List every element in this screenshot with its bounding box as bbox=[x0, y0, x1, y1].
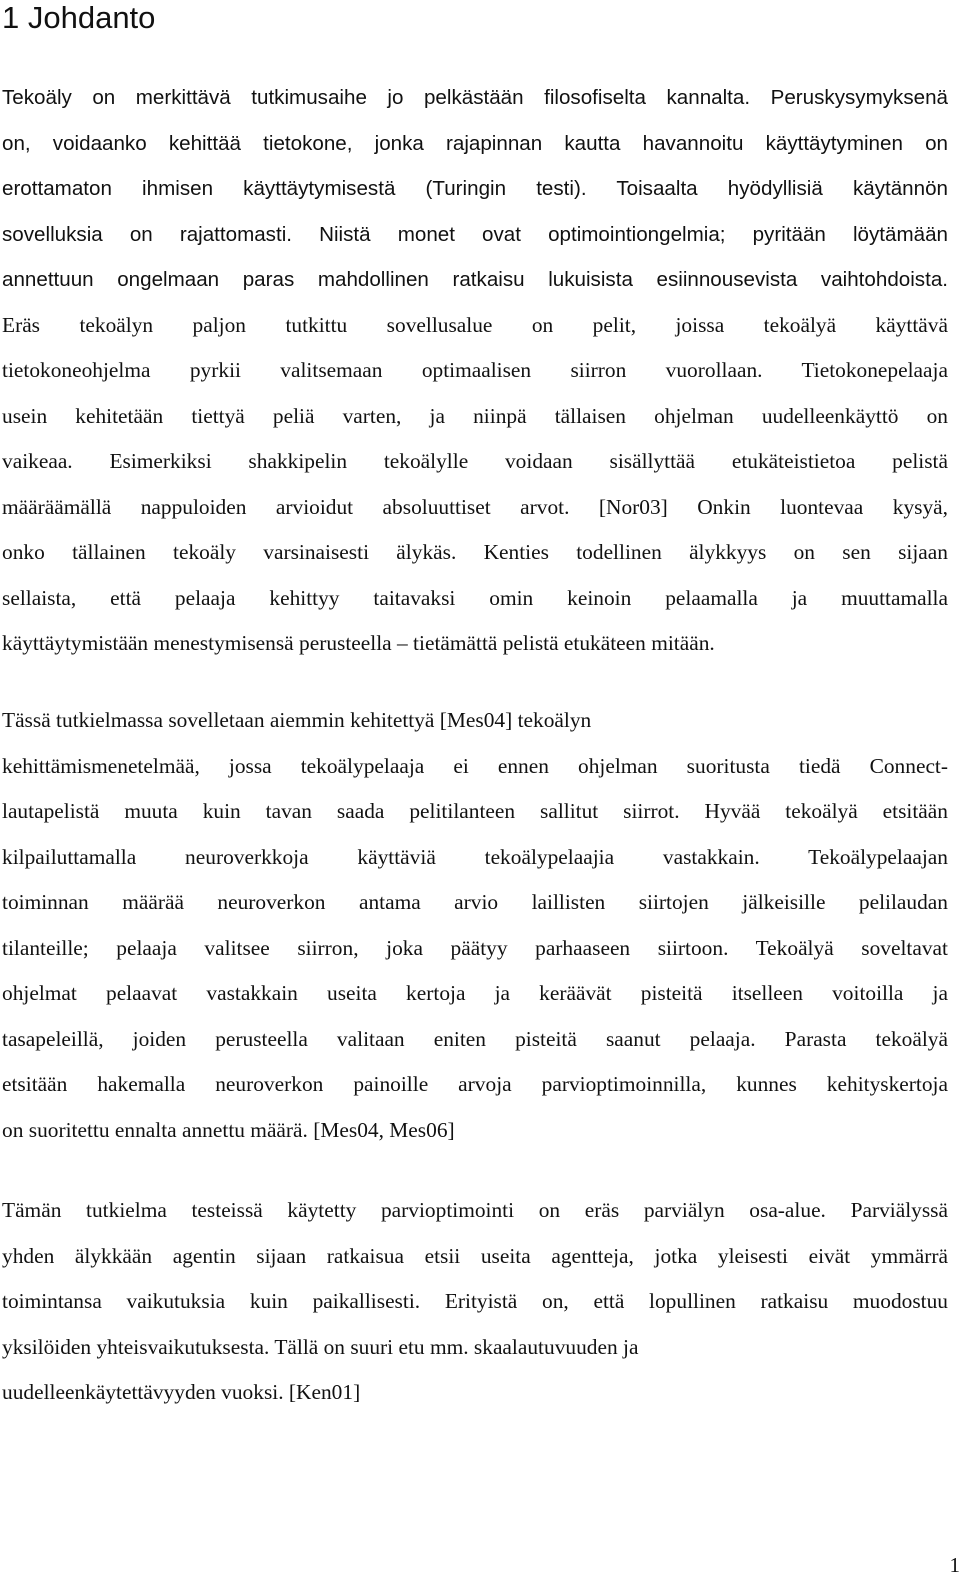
paragraph-line: vaikeaa. Esimerkiksi shakkipelin tekoälylle voidaan sisällyttää etukäteistietoa pelistä bbox=[2, 449, 948, 473]
paragraph-line: kehittämismenetelmää, jossa tekoälypelaaja ei ennen ohjelman suoritusta tiedä Connect- bbox=[2, 753, 948, 778]
paragraph-line: uudelleenkäytettävyyden vuoksi. [Ken01] bbox=[2, 1380, 361, 1404]
paragraph-line: onko tällainen tekoäly varsinaisesti älykäs. Kenties todellinen älykkyys on sen sijaan bbox=[2, 540, 948, 564]
paragraph-line: yksilöiden yhteisvaikutuksesta. Tällä on suuri etu mm. skaalautuvuuden ja bbox=[2, 1334, 639, 1359]
paragraph-line: kilpailuttamalla neuroverkkoja käyttäviä tekoälypelaajia vastakkain. Tekoälypelaajan bbox=[2, 844, 948, 869]
paragraph-line: sellaista, että pelaaja kehittyy taitavaksi omin keinoin pelaamalla ja muuttamalla bbox=[2, 585, 948, 610]
paragraph-line: lautapelistä muuta kuin tavan saada pelitilanteen sallitut siirrot. Hyvää tekoälyä etsitään bbox=[2, 799, 948, 823]
paragraph-line: on suoritettu ennalta annettu määrä. [Mes04, Mes06] bbox=[2, 1117, 455, 1142]
page-number: 1 bbox=[949, 1553, 960, 1577]
paragraph-intro bbox=[2, 75, 948, 667]
paragraph-line: toimintansa vaikutuksia kuin paikallisesti. Erityistä on, että lopullinen ratkaisu muodostuu bbox=[2, 1289, 948, 1313]
paragraph-line: Tekoäly on merkittävä tutkimusaihe jo pelkästään filosofiselta kannalta. Peruskysymyksenä bbox=[2, 86, 948, 109]
paragraph-line: annettuun ongelmaan paras mahdollinen ratkaisu lukuisista esiinnousevista vaihtohdoista. bbox=[2, 268, 948, 291]
paragraph-line: toiminnan määrää neuroverkon antama arvio laillisten siirtojen jälkeisille pelilaudan bbox=[2, 890, 948, 914]
paragraph-line: erottamaton ihmisen käyttäytymisestä (Turingin testi). Toisaalta hyödyllisiä käytännön bbox=[2, 177, 948, 200]
paragraph-line: Tässä tutkielmassa sovelletaan aiemmin kehitettyä [Mes04] tekoälyn bbox=[2, 708, 592, 732]
paragraph-line: Eräs tekoälyn paljon tutkittu sovellusalue on pelit, joissa tekoälyä käyttävä bbox=[2, 312, 948, 337]
paragraph-line: etsitään hakemalla neuroverkon painoille arvoja parvioptimoinnilla, kunnes kehityskertoja bbox=[2, 1072, 948, 1096]
paragraph-line: Tämän tutkielma testeissä käytetty parvioptimointi on eräs parviälyn osa-alue. Parviälyssä bbox=[2, 1198, 948, 1222]
paragraph-line: tilanteille; pelaaja valitsee siirron, joka päätyy parhaaseen siirtoon. Tekoälyä soveltavat bbox=[2, 935, 948, 960]
paragraph-method bbox=[2, 698, 948, 1153]
paragraph-line: sovelluksia on rajattomasti. Niistä monet ovat optimointiongelmia; pyritään löytämään bbox=[2, 222, 948, 246]
paragraph-line: yhden älykkään agentin sijaan ratkaisua etsii useita agentteja, jotka yleisesti eivät ymmärrä bbox=[2, 1243, 948, 1268]
chapter-heading: 1 Johdanto bbox=[2, 0, 156, 35]
paragraph-line: määräämällä nappuloiden arvioidut absoluuttiset arvot. [Nor03] Onkin luontevaa kysyä, bbox=[2, 494, 948, 519]
paragraph-line: usein kehitetään tiettyä peliä varten, ja niinpä tällaisen ohjelman uudelleenkäyttö on bbox=[2, 403, 948, 428]
paragraph-line: tasapeleillä, joiden perusteella valitaan eniten pisteitä saanut pelaaja. Parasta tekoälyä bbox=[2, 1026, 948, 1051]
paragraph-line: on, voidaanko kehittää tietokone, jonka rajapinnan kautta havannoitu käyttäytyminen on bbox=[2, 131, 948, 155]
paragraph-line: tietokoneohjelma pyrkii valitsemaan optimaalisen siirron vuorollaan. Tietokonepelaaja bbox=[2, 358, 948, 382]
paragraph-line: ohjelmat pelaavat vastakkain useita kertoja ja keräävät pisteitä itselleen voitoilla ja bbox=[2, 981, 948, 1005]
paragraph-line: käyttäytymistään menestymisensä perusteella – tietämättä pelistä etukäteen mitään. bbox=[2, 631, 715, 655]
paragraph-swarm bbox=[2, 1188, 948, 1416]
